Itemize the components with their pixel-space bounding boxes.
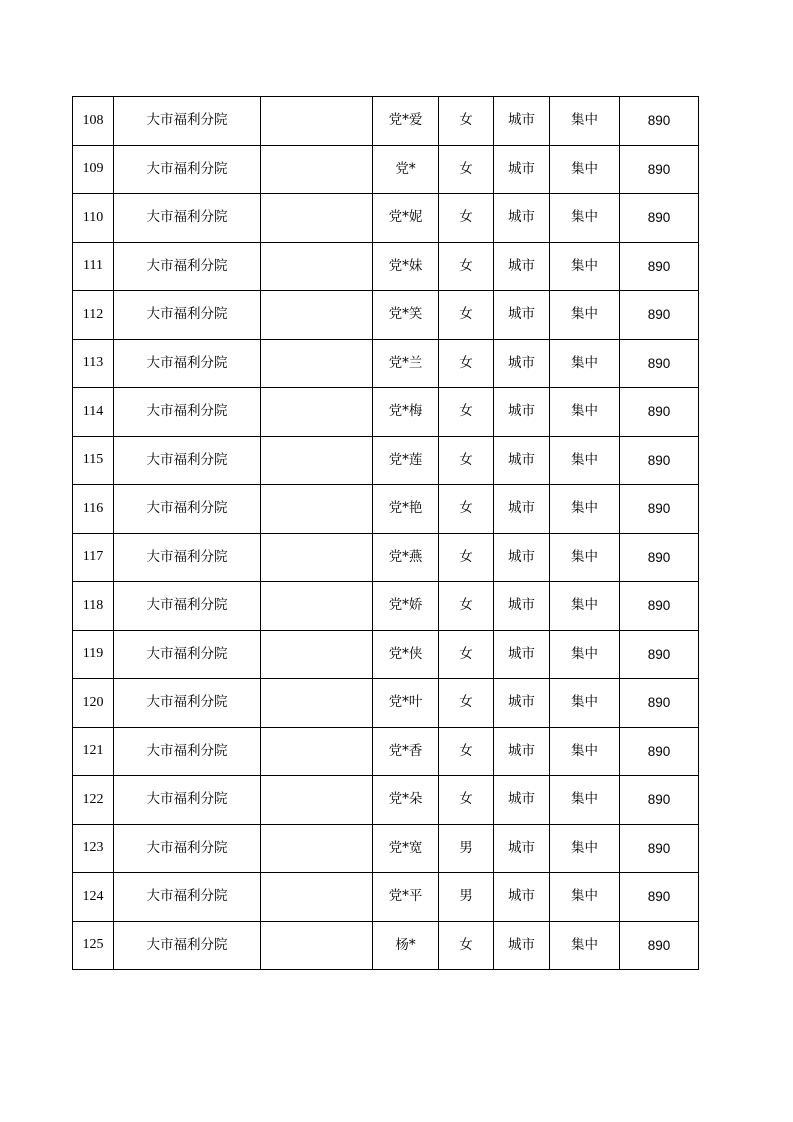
cell-mode: 集中 — [550, 824, 620, 873]
cell-name: 党*梅 — [373, 388, 439, 437]
cell-amount: 890 — [620, 436, 699, 485]
cell-amount: 890 — [620, 145, 699, 194]
cell-name: 党*侠 — [373, 630, 439, 679]
cell-blank — [261, 436, 373, 485]
cell-blank — [261, 873, 373, 922]
cell-gender: 女 — [439, 145, 494, 194]
cell-unit: 大市福利分院 — [114, 824, 261, 873]
cell-gender: 女 — [439, 242, 494, 291]
cell-unit: 大市福利分院 — [114, 776, 261, 825]
table-row — [73, 242, 699, 291]
table-row — [73, 485, 699, 534]
cell-amount: 890 — [620, 339, 699, 388]
cell-name: 党*朵 — [373, 776, 439, 825]
cell-area: 城市 — [494, 873, 550, 922]
cell-blank — [261, 194, 373, 243]
cell-number: 113 — [73, 339, 114, 388]
cell-area: 城市 — [494, 630, 550, 679]
cell-blank — [261, 630, 373, 679]
cell-gender: 女 — [439, 485, 494, 534]
cell-mode: 集中 — [550, 630, 620, 679]
cell-area: 城市 — [494, 436, 550, 485]
table-row — [73, 921, 699, 970]
cell-name: 党*娇 — [373, 582, 439, 631]
cell-blank — [261, 824, 373, 873]
cell-area: 城市 — [494, 679, 550, 728]
cell-unit: 大市福利分院 — [114, 873, 261, 922]
cell-amount: 890 — [620, 533, 699, 582]
cell-mode: 集中 — [550, 242, 620, 291]
cell-amount: 890 — [620, 776, 699, 825]
cell-unit: 大市福利分院 — [114, 679, 261, 728]
roster-table — [72, 96, 699, 970]
cell-blank — [261, 485, 373, 534]
cell-number: 109 — [73, 145, 114, 194]
cell-gender: 女 — [439, 194, 494, 243]
cell-blank — [261, 388, 373, 437]
cell-gender: 女 — [439, 679, 494, 728]
table-row — [73, 630, 699, 679]
cell-name: 党*艳 — [373, 485, 439, 534]
cell-gender: 女 — [439, 97, 494, 146]
cell-mode: 集中 — [550, 533, 620, 582]
cell-mode: 集中 — [550, 727, 620, 776]
cell-name: 党*平 — [373, 873, 439, 922]
table-row — [73, 727, 699, 776]
cell-mode: 集中 — [550, 339, 620, 388]
cell-area: 城市 — [494, 582, 550, 631]
cell-blank — [261, 533, 373, 582]
cell-unit: 大市福利分院 — [114, 97, 261, 146]
cell-unit: 大市福利分院 — [114, 436, 261, 485]
cell-area: 城市 — [494, 194, 550, 243]
table-row — [73, 533, 699, 582]
table-row — [73, 388, 699, 437]
cell-blank — [261, 242, 373, 291]
table-row — [73, 97, 699, 146]
cell-blank — [261, 97, 373, 146]
table-row — [73, 436, 699, 485]
cell-blank — [261, 291, 373, 340]
cell-unit: 大市福利分院 — [114, 921, 261, 970]
cell-unit: 大市福利分院 — [114, 194, 261, 243]
cell-mode: 集中 — [550, 582, 620, 631]
cell-gender: 女 — [439, 727, 494, 776]
cell-number: 111 — [73, 242, 114, 291]
cell-blank — [261, 339, 373, 388]
cell-gender: 女 — [439, 630, 494, 679]
cell-unit: 大市福利分院 — [114, 485, 261, 534]
cell-blank — [261, 679, 373, 728]
cell-blank — [261, 727, 373, 776]
cell-mode: 集中 — [550, 485, 620, 534]
cell-gender: 女 — [439, 436, 494, 485]
cell-number: 108 — [73, 97, 114, 146]
cell-number: 112 — [73, 291, 114, 340]
cell-unit: 大市福利分院 — [114, 533, 261, 582]
cell-area: 城市 — [494, 388, 550, 437]
cell-name: 党*笑 — [373, 291, 439, 340]
cell-unit: 大市福利分院 — [114, 630, 261, 679]
cell-number: 119 — [73, 630, 114, 679]
cell-number: 110 — [73, 194, 114, 243]
cell-unit: 大市福利分院 — [114, 291, 261, 340]
cell-name: 党*宽 — [373, 824, 439, 873]
cell-amount: 890 — [620, 97, 699, 146]
cell-unit: 大市福利分院 — [114, 339, 261, 388]
cell-mode: 集中 — [550, 679, 620, 728]
cell-unit: 大市福利分院 — [114, 145, 261, 194]
cell-mode: 集中 — [550, 291, 620, 340]
cell-number: 124 — [73, 873, 114, 922]
cell-amount: 890 — [620, 824, 699, 873]
cell-blank — [261, 582, 373, 631]
cell-mode: 集中 — [550, 873, 620, 922]
cell-unit: 大市福利分院 — [114, 242, 261, 291]
cell-name: 党*燕 — [373, 533, 439, 582]
table-row — [73, 145, 699, 194]
cell-area: 城市 — [494, 824, 550, 873]
cell-name: 党*叶 — [373, 679, 439, 728]
cell-area: 城市 — [494, 921, 550, 970]
table-row — [73, 776, 699, 825]
cell-number: 114 — [73, 388, 114, 437]
cell-number: 116 — [73, 485, 114, 534]
cell-amount: 890 — [620, 485, 699, 534]
cell-unit: 大市福利分院 — [114, 388, 261, 437]
cell-gender: 女 — [439, 339, 494, 388]
cell-area: 城市 — [494, 727, 550, 776]
cell-area: 城市 — [494, 145, 550, 194]
cell-name: 党*爱 — [373, 97, 439, 146]
cell-gender: 女 — [439, 582, 494, 631]
cell-name: 党*妹 — [373, 242, 439, 291]
cell-number: 118 — [73, 582, 114, 631]
cell-name: 党*香 — [373, 727, 439, 776]
cell-gender: 女 — [439, 921, 494, 970]
cell-amount: 890 — [620, 388, 699, 437]
cell-mode: 集中 — [550, 776, 620, 825]
cell-amount: 890 — [620, 921, 699, 970]
cell-gender: 男 — [439, 873, 494, 922]
cell-number: 115 — [73, 436, 114, 485]
table-row — [73, 679, 699, 728]
cell-name: 杨* — [373, 921, 439, 970]
cell-mode: 集中 — [550, 194, 620, 243]
cell-mode: 集中 — [550, 97, 620, 146]
cell-blank — [261, 776, 373, 825]
cell-gender: 女 — [439, 291, 494, 340]
table-row — [73, 824, 699, 873]
cell-amount: 890 — [620, 679, 699, 728]
cell-amount: 890 — [620, 873, 699, 922]
cell-blank — [261, 921, 373, 970]
table-row — [73, 194, 699, 243]
roster-body — [73, 97, 699, 970]
cell-area: 城市 — [494, 533, 550, 582]
cell-gender: 女 — [439, 388, 494, 437]
cell-area: 城市 — [494, 291, 550, 340]
table-row — [73, 873, 699, 922]
cell-unit: 大市福利分院 — [114, 582, 261, 631]
cell-number: 120 — [73, 679, 114, 728]
cell-unit: 大市福利分院 — [114, 727, 261, 776]
cell-blank — [261, 145, 373, 194]
cell-area: 城市 — [494, 339, 550, 388]
cell-area: 城市 — [494, 776, 550, 825]
cell-mode: 集中 — [550, 388, 620, 437]
table-row — [73, 291, 699, 340]
cell-amount: 890 — [620, 291, 699, 340]
cell-number: 121 — [73, 727, 114, 776]
cell-amount: 890 — [620, 194, 699, 243]
cell-area: 城市 — [494, 242, 550, 291]
cell-gender: 女 — [439, 776, 494, 825]
table-row — [73, 582, 699, 631]
cell-number: 125 — [73, 921, 114, 970]
cell-gender: 女 — [439, 533, 494, 582]
cell-amount: 890 — [620, 242, 699, 291]
cell-name: 党* — [373, 145, 439, 194]
cell-mode: 集中 — [550, 145, 620, 194]
cell-number: 123 — [73, 824, 114, 873]
cell-mode: 集中 — [550, 436, 620, 485]
cell-mode: 集中 — [550, 921, 620, 970]
cell-name: 党*兰 — [373, 339, 439, 388]
cell-amount: 890 — [620, 630, 699, 679]
cell-number: 122 — [73, 776, 114, 825]
cell-gender: 男 — [439, 824, 494, 873]
cell-amount: 890 — [620, 727, 699, 776]
cell-number: 117 — [73, 533, 114, 582]
cell-area: 城市 — [494, 97, 550, 146]
cell-name: 党*莲 — [373, 436, 439, 485]
cell-name: 党*妮 — [373, 194, 439, 243]
cell-amount: 890 — [620, 582, 699, 631]
table-row — [73, 339, 699, 388]
cell-area: 城市 — [494, 485, 550, 534]
